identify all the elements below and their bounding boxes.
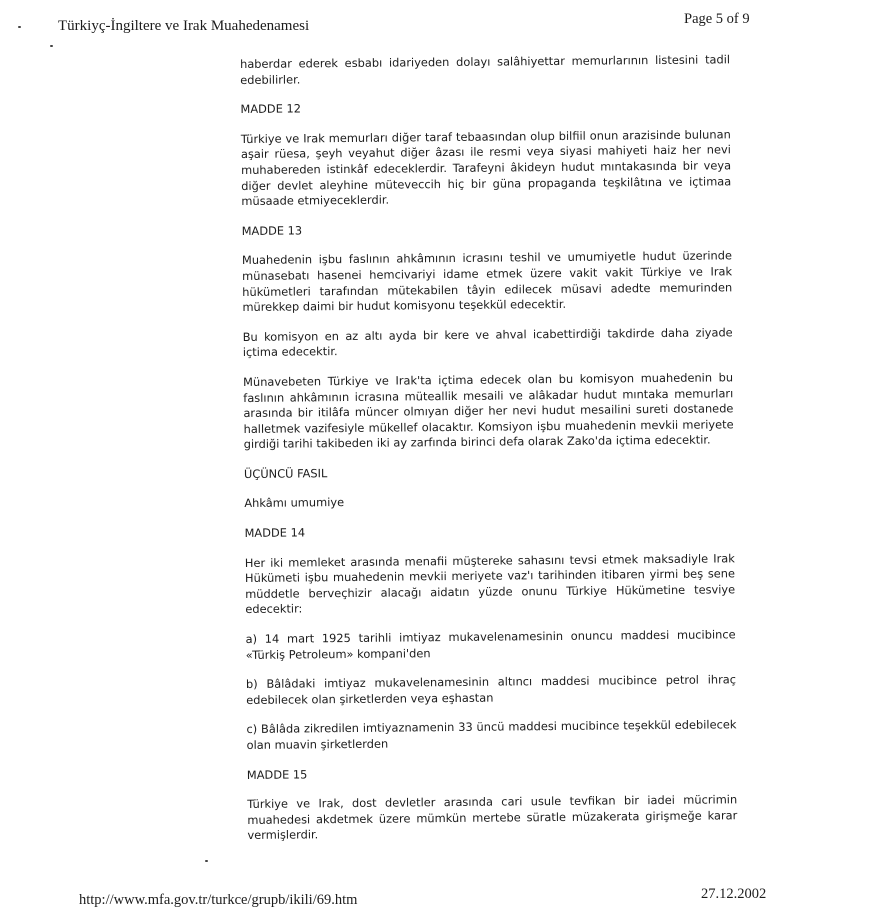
paragraph: Her iki memleket arasında menafii müştereke sahasını tevsi etmek maksadiyle Irak Hükümeti işbu muahedenin mevkii meriyete vaz'ı tarihinden itibaren yirmi beş sene müddetle berveçhizir alacağı aidatın yüzde onunu Türkiye Hükümetine tesviye edecektir:: [244, 550, 736, 617]
section-subheading: Ahkâmı umumiye: [244, 495, 345, 511]
scan-speck: [50, 45, 53, 47]
paragraph: Bu komisyon en az altı ayda bir kere ve ahval icabettirdiği takdirde daha ziyade içtima edecektir.: [242, 325, 733, 360]
list-item: b) Bâlâdaki imtiyaz mukavelenamesinin altıncı maddesi mucibince petrol ihraç edebilecek olan şirketlerden veya eşhastan: [245, 672, 737, 707]
article-heading: MADDE 14: [244, 525, 306, 541]
paragraph: haberdar ederek esbabı idariyeden dolayı salâhiyettar memurlarının listesini tadil edebilirler.: [240, 52, 731, 87]
article-heading: MADDE 13: [241, 223, 303, 238]
article-heading: MADDE 15: [246, 766, 308, 782]
paragraph: Türkiye ve Irak, dost devletler arasında cari usule tevfikan bir iadei mücrimin muahedesi akdetmek üzere mümkün mertebe süratle müzakerata girişmeğe karar vermişlerdir.: [247, 792, 738, 843]
document-body: [240, 52, 738, 858]
section-heading: ÜÇÜNCÜ FASIL: [243, 466, 328, 481]
paragraph: Münavebeten Türkiye ve Irak'ta içtima edecek olan bu komisyon muahedenin bu faslının ahkâmının icrasına müteallik mesaili ve alâkadar hudut mıntaka memurları arasında bir itilâfa müncer olmıyan diğer her nevi hudut mesailini sureti dostanede halletmek vazifesiyle mükellef olacaktır. Komsiyon işbu muahedenin mevkii meriyete girdiği tarihi takibeden iki ay zarfında birinci defa olarak Zako'da içtima edecektir.: [243, 370, 734, 452]
document-header-title: Türkiyç-İngiltere ve Irak Muahedenamesi: [58, 18, 310, 34]
scan-speck: [205, 860, 208, 862]
article-heading: MADDE 12: [240, 101, 302, 117]
scan-speck: [18, 26, 21, 28]
paragraph: Türkiye ve Irak memurları diğer taraf tebaasından olup bilfiil onun arazisinde bulunan aşair rüesa, şeyh veyahut diğer âzası ile resmi veya siyasi mahiyeti haiz her nevi muhabereden istinkâf edeceklerdir. Tarafeyni âkideyn hudut mıntakasında bir veya diğer devlet aleyhine müteveccih hiç bir güna propaganda teşkilâtına ve içtimaa müsaade etmiyeceklerdir.: [240, 127, 732, 209]
paragraph: Muahedenin işbu faslının ahkâmının icrasını teshil ve umumiyetle hudut üzerinde münasebatı hasenei hemcivariyi idame etmek üzere vakit vakit Türkiye ve Irak hükümetleri tarafından mütekabilen tâyin edilecek müsavi adedte memurinden mürekkep daimi bir hudut komisyonu teşekkül edecektir.: [241, 248, 733, 315]
list-item: c) Bâlâda zikredilen imtiyaznamenin 33 üncü maddesi mucibince teşekkül edebilecek olan muavin şirketlerden: [246, 717, 737, 752]
footer-date: 27.12.2002: [701, 886, 767, 902]
list-item: a) 14 mart 1925 tarihli imtiyaz mukavelenamesinin onuncu maddesi mucibince «Türkiş Petroleum» kompani'den: [245, 627, 736, 662]
page-number: Page 5 of 9: [684, 11, 750, 27]
footer-url: http://www.mfa.gov.tr/turkce/grupb/ikili/69.htm: [79, 892, 358, 908]
